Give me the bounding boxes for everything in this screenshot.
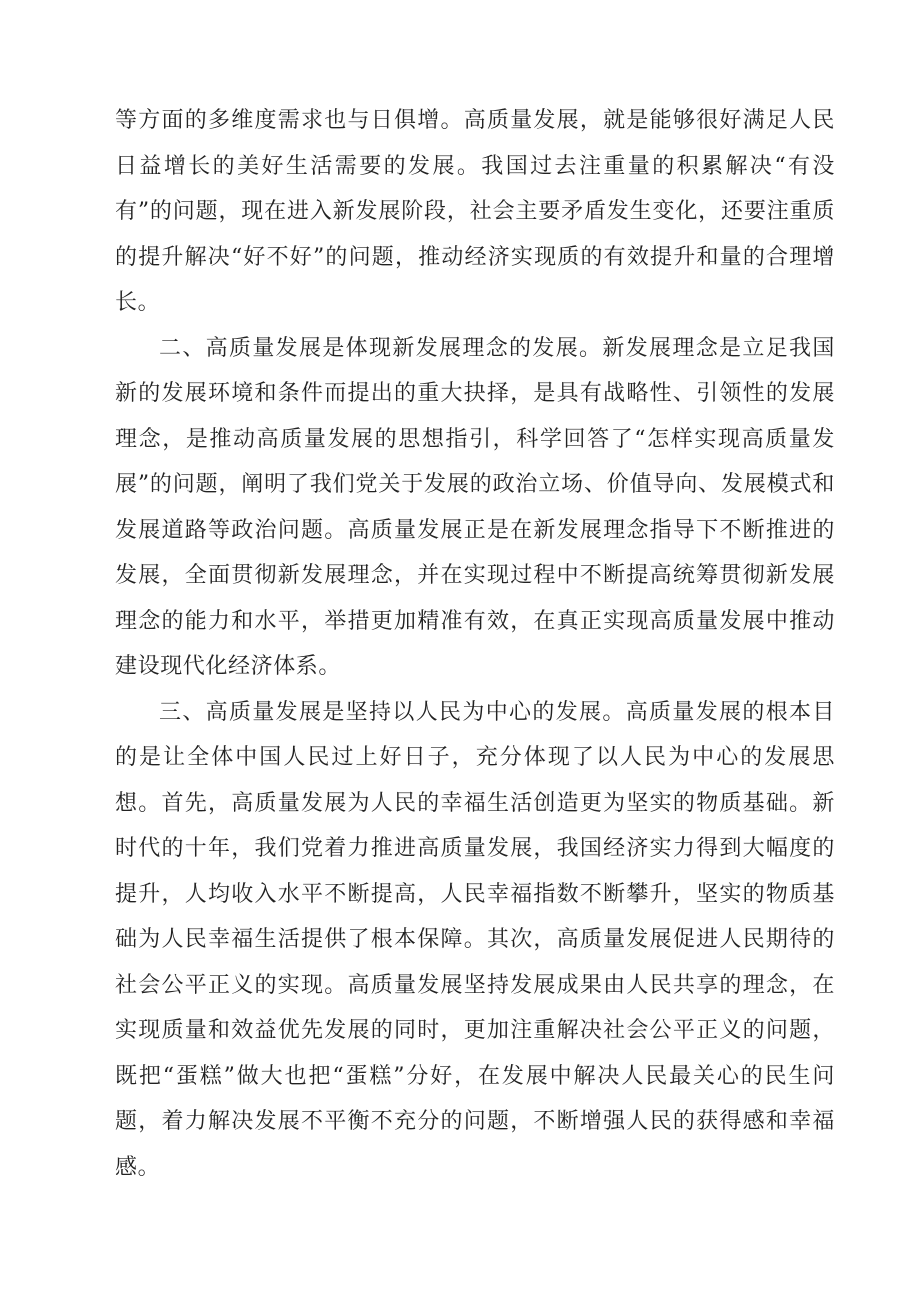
paragraph-section-two: 二、高质量发展是体现新发展理念的发展。新发展理念是立足我国新的发展环境和条件而提出的重大抉择，是具有战略性、引领性的发展理念，是推动高质量发展的思想指引，科学回答了“怎样实现高质量发展”的问题，阐明了我们党关于发展的政治立场、价值导向、发展模式和发展道路等政治问题。高质量发展正是在新发展理念指导下不断推进的发展，全面贯彻新发展理念，并在实现过程中不断提高统筹贯彻新发展理念的能力和水平，举措更加精准有效，在真正实现高质量发展中推动建设现代化经济体系。 bbox=[115, 335, 835, 679]
document-body bbox=[115, 98, 835, 1190]
paragraph-continuation: 等方面的多维度需求也与日俱增。高质量发展，就是能够很好满足人民日益增长的美好生活需要的发展。我国过去注重量的积累解决“有没有”的问题，现在进入新发展阶段，社会主要矛盾发生变化，还要注重质的提升解决“好不好”的问题，推动经济实现质的有效提升和量的合理增长。 bbox=[115, 108, 835, 315]
paragraph-section-three: 三、高质量发展是坚持以人民为中心的发展。高质量发展的根本目的是让全体中国人民过上好日子，充分体现了以人民为中心的发展思想。首先，高质量发展为人民的幸福生活创造更为坚实的物质基础。新时代的十年，我们党着力推进高质量发展，我国经济实力得到大幅度的提升，人均收入水平不断提高，人民幸福指数不断攀升，坚实的物质基础为人民幸福生活提供了根本保障。其次，高质量发展促进人民期待的社会公平正义的实现。高质量发展坚持发展成果由人民共享的理念，在实现质量和效益优先发展的同时，更加注重解决社会公平正义的问题，既把“蛋糕”做大也把“蛋糕”分好，在发展中解决人民最关心的民生问题，着力解决发展不平衡不充分的问题，不断增强人民的获得感和幸福感。 bbox=[115, 699, 835, 1180]
